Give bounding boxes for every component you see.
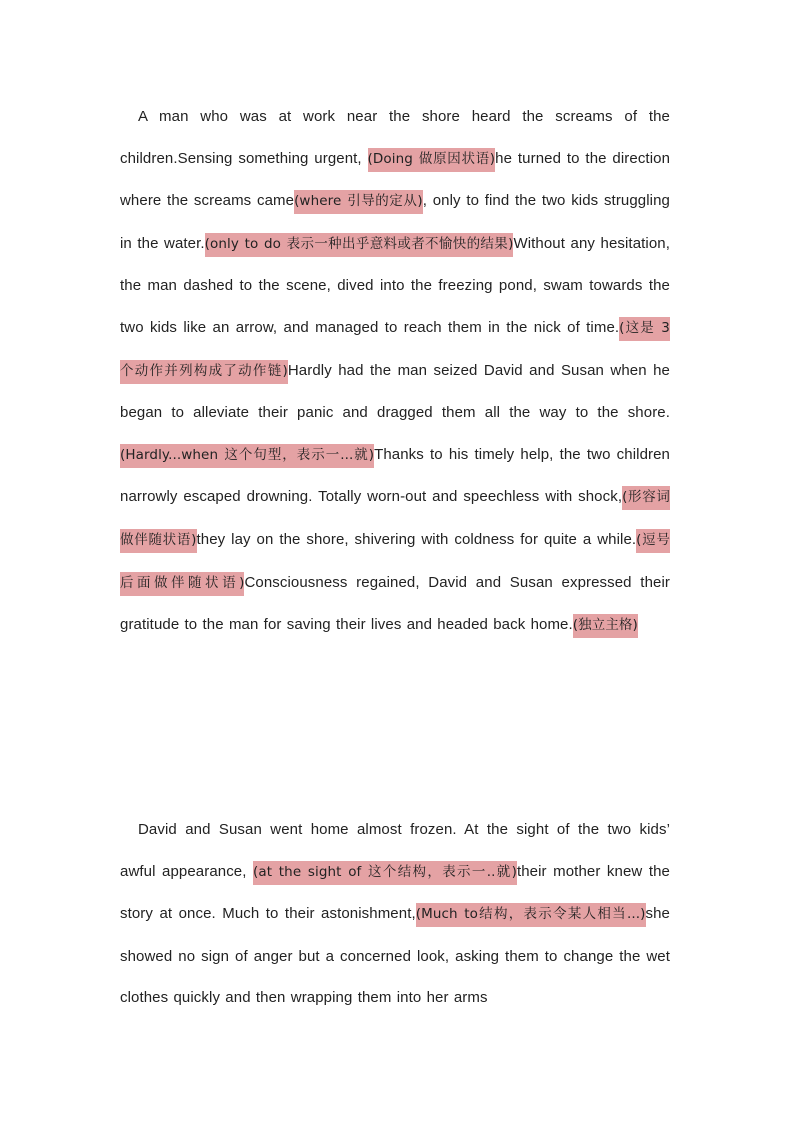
text-segment: their mother knew the story at once. Much to their astonishment, <box>120 862 670 923</box>
text-segment: Thanks to his timely help, the two children narrowly escaped drowning. Totally worn-out and speechless with shock, <box>120 445 670 506</box>
text-segment: he turned to the direction where the screams came <box>120 149 671 210</box>
annotation-highlight: (at the sight of 这个结构，表示一..就) <box>253 861 517 885</box>
text-segment: she showed no sign of anger but a concerned look, asking them to change the wet clothes quickly and then wrapping them into her arms <box>120 905 670 1007</box>
text-segment: Consciousness regained, David and Susan expressed their gratitude to the man for saving their lives and headed back home. <box>120 573 670 634</box>
text-segment: , only to find the two kids struggling in the water. <box>120 192 671 252</box>
annotation-highlight: (Hardly...when 这个句型，表示一...就) <box>120 444 374 468</box>
paragraph-1 <box>120 96 670 647</box>
text-segment: David and Susan went home almost frozen. At the sight of the two kids’ awful appearance, <box>120 821 670 880</box>
annotation-highlight: (Much to结构，表示令某人相当...) <box>416 903 646 927</box>
text-segment: they lay on the shore, shivering with coldness for quite a while. <box>196 530 637 548</box>
paragraph-2 <box>120 809 670 1019</box>
annotation-highlight: (where 引导的定从) <box>294 190 423 214</box>
text-segment: A man who was at work near the shore heard the screams of the children.Sensing something urgent, <box>120 108 670 167</box>
annotation-highlight: (这是 3 个动作并列构成了动作链) <box>120 317 670 384</box>
annotation-highlight: (only to do 表示一种出乎意料或者不愉快的结果) <box>205 233 514 257</box>
text-segment: Without any hesitation, the man dashed to the scene, dived into the freezing pond, swam towards the two kids like an arrow, and managed to reach them in the nick of time. <box>120 234 670 336</box>
annotation-highlight: (独立主格) <box>573 614 638 638</box>
annotation-highlight: (逗号后面做伴随状语) <box>120 529 670 596</box>
annotation-highlight: (Doing 做原因状语) <box>368 148 496 172</box>
annotation-highlight: (形容词做伴随状语) <box>120 486 670 553</box>
text-segment: Hardly had the man seized David and Susan when he began to alleviate their panic and dragged them all the way to the shore. <box>120 361 670 422</box>
